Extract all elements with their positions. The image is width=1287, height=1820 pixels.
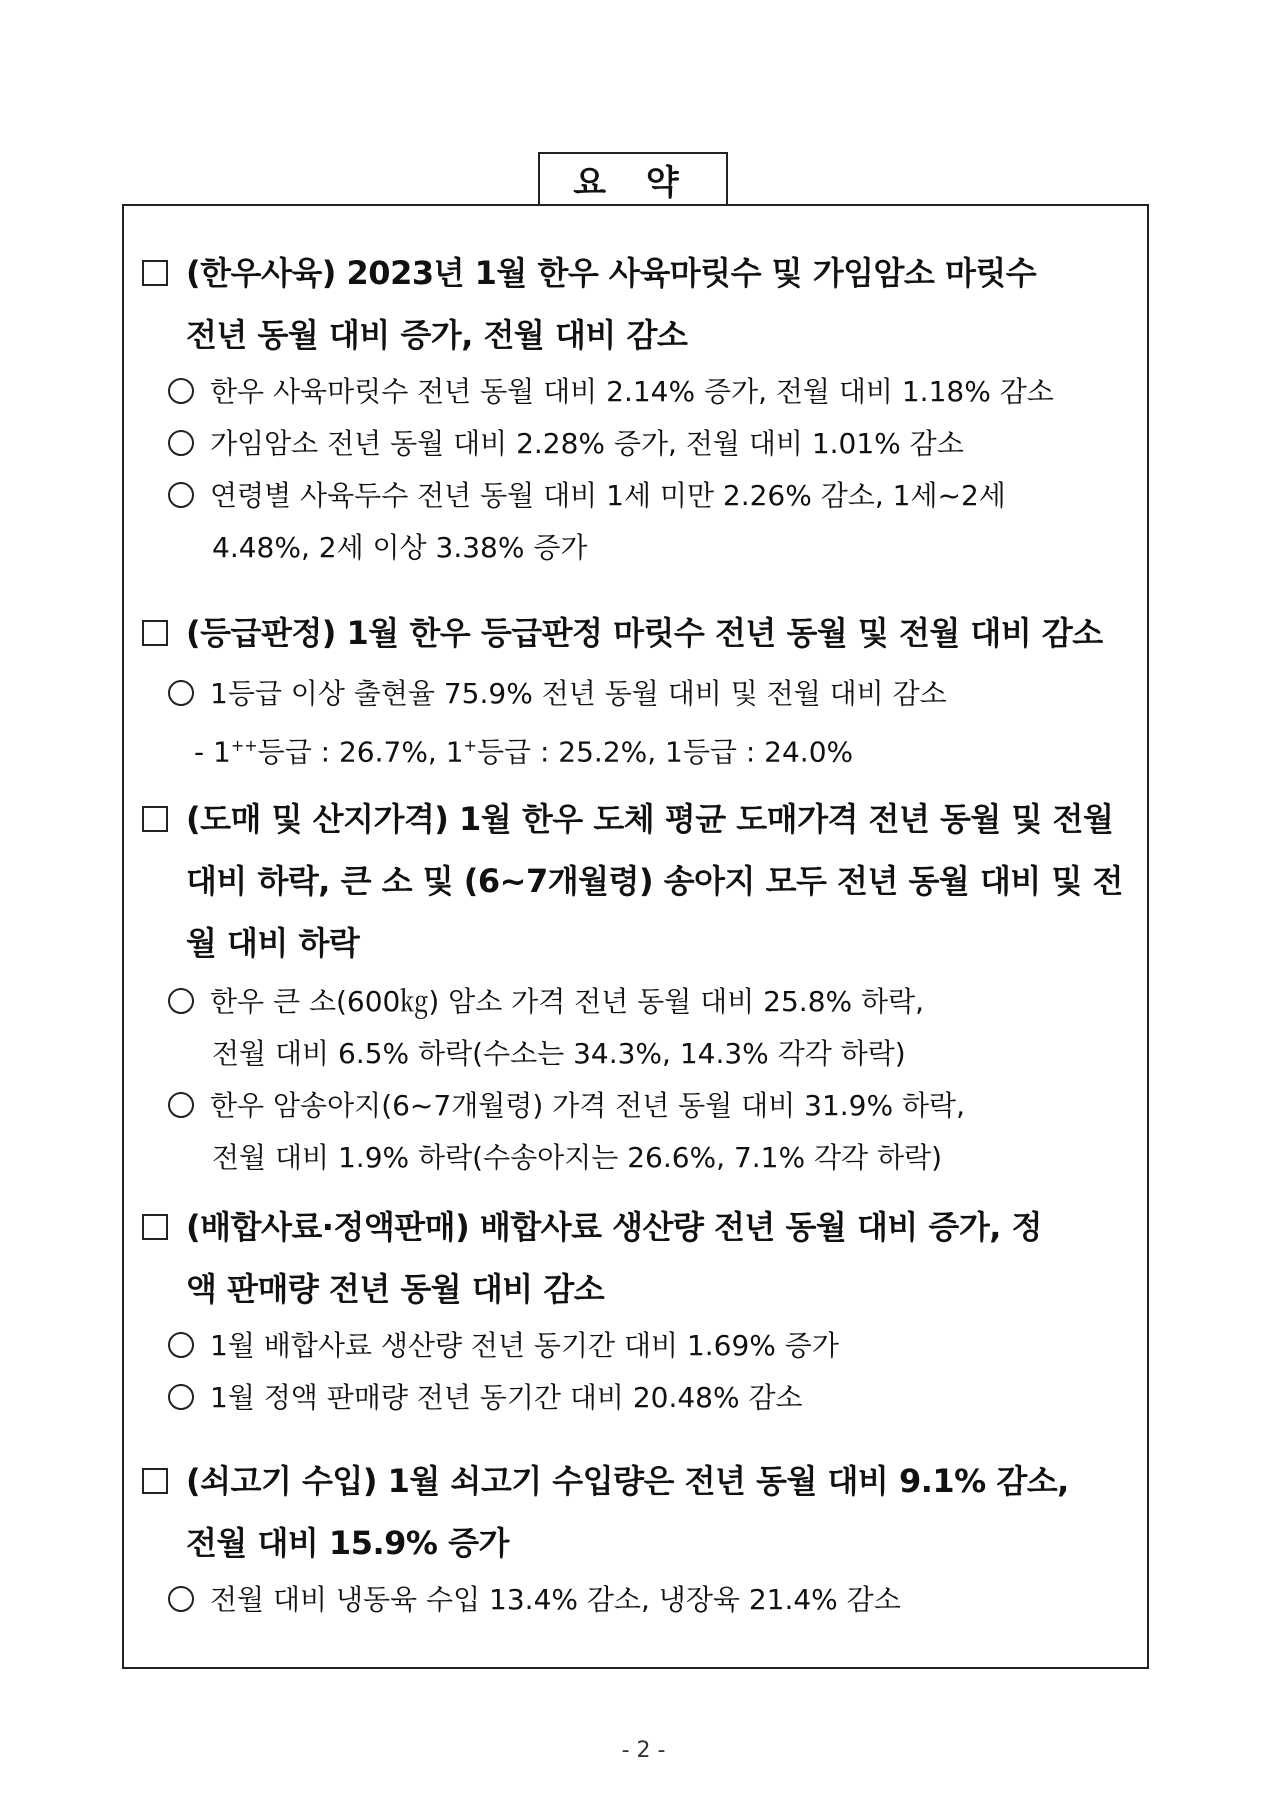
- heading-text: (쇠고기 수입) 1월 쇠고기 수입량은 전년 동월 대비 9.1% 감소,: [186, 1462, 1069, 1500]
- circle-bullet-icon: [168, 1384, 194, 1410]
- section-heading-prices: [142, 788, 1142, 974]
- circle-bullet-icon: [168, 1332, 194, 1358]
- bullet-item: 1월 정액 판매량 전년 동기간 대비 20.48% 감소: [168, 1372, 1148, 1424]
- bullet-item: 1월 배합사료 생산량 전년 동기간 대비 1.69% 증가: [168, 1320, 1148, 1372]
- bullet-item: 1등급 이상 출현율 75.9% 전년 동월 대비 및 전월 대비 감소: [168, 668, 1148, 720]
- bullet-item: 한우 큰 소(600㎏) 암소 가격 전년 동월 대비 25.8% 하락, 전월 대비 6.5% 하락(수소는 34.3%, 14.3% 각각 하락): [168, 976, 1148, 1080]
- circle-bullet-icon: [168, 482, 194, 508]
- circle-bullet-icon: [168, 378, 194, 404]
- bullet-item: 전월 대비 냉동육 수입 13.4% 감소, 냉장육 21.4% 감소: [168, 1574, 1148, 1626]
- bullet-item: 한우 암송아지(6~7개월령) 가격 전년 동월 대비 31.9% 하락, 전월 대비 1.9% 하락(수송아지는 26.6%, 7.1% 각각 하락): [168, 1080, 1148, 1184]
- section-heading-grading: [142, 602, 1142, 664]
- checkbox-square-icon: [142, 806, 168, 832]
- bullet-item: 가임암소 전년 동월 대비 2.28% 증가, 전월 대비 1.01% 감소: [168, 418, 1148, 470]
- heading-text: 전월 대비 15.9% 증가: [186, 1524, 509, 1562]
- checkbox-square-icon: [142, 1214, 168, 1240]
- section-heading-feed: [142, 1196, 1142, 1320]
- heading-text: 월 대비 하락: [186, 924, 360, 962]
- page-number: - 2 -: [621, 1738, 666, 1763]
- checkbox-square-icon: [142, 260, 168, 286]
- circle-bullet-icon: [168, 988, 194, 1014]
- bullet-item: 한우 사육마릿수 전년 동월 대비 2.14% 증가, 전월 대비 1.18% 감소: [168, 366, 1148, 418]
- heading-text: (한우사육) 2023년 1월 한우 사육마릿수 및 가임암소 마릿수: [186, 254, 1037, 292]
- section-heading-livestock: [142, 242, 1142, 366]
- bullet-item: 연령별 사육두수 전년 동월 대비 1세 미만 2.26% 감소, 1세~2세 4.48%, 2세 이상 3.38% 증가: [168, 470, 1148, 574]
- heading-text: (배합사료·정액판매) 배합사료 생산량 전년 동월 대비 증가, 정: [186, 1208, 1042, 1246]
- section-heading-imports: [142, 1450, 1142, 1574]
- circle-bullet-icon: [168, 1092, 194, 1118]
- heading-text: (등급판정) 1월 한우 등급판정 마릿수 전년 동월 및 전월 대비 감소: [186, 614, 1103, 652]
- heading-text: 전년 동월 대비 증가, 전월 대비 감소: [186, 316, 688, 354]
- circle-bullet-icon: [168, 430, 194, 456]
- heading-text: 액 판매량 전년 동월 대비 감소: [186, 1270, 605, 1308]
- circle-bullet-icon: [168, 680, 194, 706]
- checkbox-square-icon: [142, 1468, 168, 1494]
- heading-text: (도매 및 산지가격) 1월 한우 도체 평균 도매가격 전년 동월 및 전월: [186, 800, 1114, 838]
- checkbox-square-icon: [142, 620, 168, 646]
- grade-breakdown: - 1++등급 : 26.7%, 1+등급 : 25.2%, 1등급 : 24.0%: [194, 735, 854, 769]
- summary-frame: [122, 204, 1149, 1669]
- summary-title: 요 약: [538, 152, 728, 204]
- heading-text: 대비 하락, 큰 소 및 (6~7개월령) 송아지 모두 전년 동월 대비 및 전: [186, 862, 1123, 900]
- circle-bullet-icon: [168, 1586, 194, 1612]
